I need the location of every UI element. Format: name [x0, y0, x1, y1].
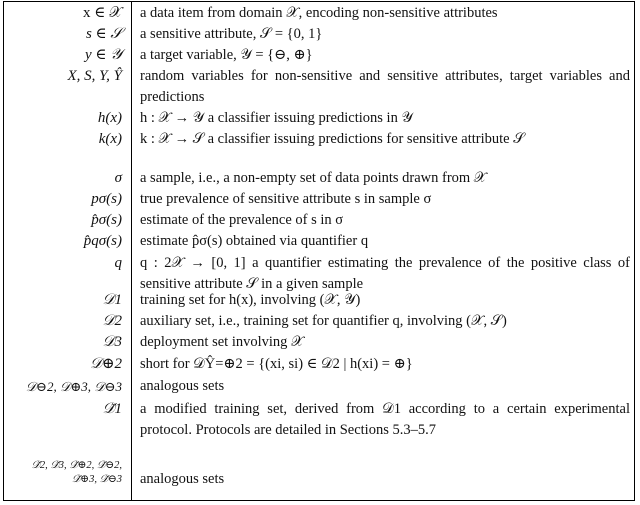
symbol-cell: pσ(s) — [91, 191, 122, 207]
description-cell: a modified training set, derived from 𝒟1 according to a certain experimental protocol. Protocols are detailed in Sections 5.3–5.7 — [140, 401, 630, 438]
symbol-cell: k(x) — [98, 131, 122, 147]
description-cell: true prevalence of sensitive attribute s in sample σ — [140, 191, 432, 207]
symbol-cell: 𝒟1 — [102, 292, 122, 308]
symbol-cell: 𝒟3 — [102, 334, 122, 350]
symbol-cell: p̂qσ(s) — [83, 233, 122, 249]
symbol-cell: 𝒟̆2, 𝒟̆3, 𝒟̆⊕2, 𝒟̆⊖2, 𝒟̆⊕3, 𝒟̆⊖3 — [31, 460, 122, 485]
description-cell: q : 2𝒳 → [0, 1] a quantifier estimating the prevalence of the positive class of sensitive attribute 𝒮 in a given sample — [140, 255, 630, 292]
symbol-cell: h(x) — [97, 110, 122, 126]
symbol-cell: s ∈ 𝒮 — [85, 26, 122, 42]
symbol-cell: q — [114, 255, 122, 271]
description-cell: random variables for non-sensitive and sensitive attributes, target variables and predictions — [140, 68, 630, 105]
description-cell: h : 𝒳 → 𝒴 a classifier issuing predictions in 𝒴 — [140, 110, 413, 126]
description-cell: a sensitive attribute, 𝒮 = {0, 1} — [140, 26, 323, 42]
description-cell: estimate p̂σ(s) obtained via quantifier q — [140, 233, 369, 249]
description-cell: deployment set involving 𝒳 — [140, 334, 304, 350]
symbol-cell: 𝒟̆1 — [102, 401, 122, 417]
description-cell: short for 𝒟Ŷ=⊕2 = {(xi, si) ∈ 𝒟2 | h(xi) = ⊕} — [140, 356, 413, 372]
symbol-cell: X, S, Y, Ŷ — [67, 68, 122, 84]
description-cell: analogous sets — [140, 378, 225, 394]
symbol-cell: 𝒟⊖2, 𝒟⊕3, 𝒟⊖3 — [25, 379, 122, 394]
symbol-cell: 𝒟2 — [102, 313, 122, 329]
description-cell: a data item from domain 𝒳, encoding non-sensitive attributes — [140, 5, 498, 21]
symbol-cell: x ∈ 𝒳 — [82, 5, 122, 21]
description-cell: a target variable, 𝒴 = {⊖, ⊕} — [140, 47, 313, 63]
column-divider — [131, 2, 132, 500]
description-cell: estimate of the prevalence of s in σ — [140, 212, 344, 228]
notation-table — [3, 1, 635, 501]
symbol-cell: p̂σ(s) — [91, 212, 122, 228]
symbol-cell: y ∈ 𝒴 — [84, 47, 122, 63]
symbol-cell: σ — [114, 170, 122, 186]
description-cell: k : 𝒳 → 𝒮 a classifier issuing predictions for sensitive attribute 𝒮 — [140, 131, 525, 147]
description-cell: auxiliary set, i.e., training set for quantifier q, involving (𝒳, 𝒮) — [140, 313, 507, 329]
description-cell: analogous sets — [140, 471, 225, 487]
symbol-cell: 𝒟⊕2 — [89, 356, 122, 372]
description-cell: a sample, i.e., a non-empty set of data points drawn from 𝒳 — [140, 170, 487, 186]
description-cell: training set for h(x), involving (𝒳, 𝒴) — [140, 292, 361, 308]
